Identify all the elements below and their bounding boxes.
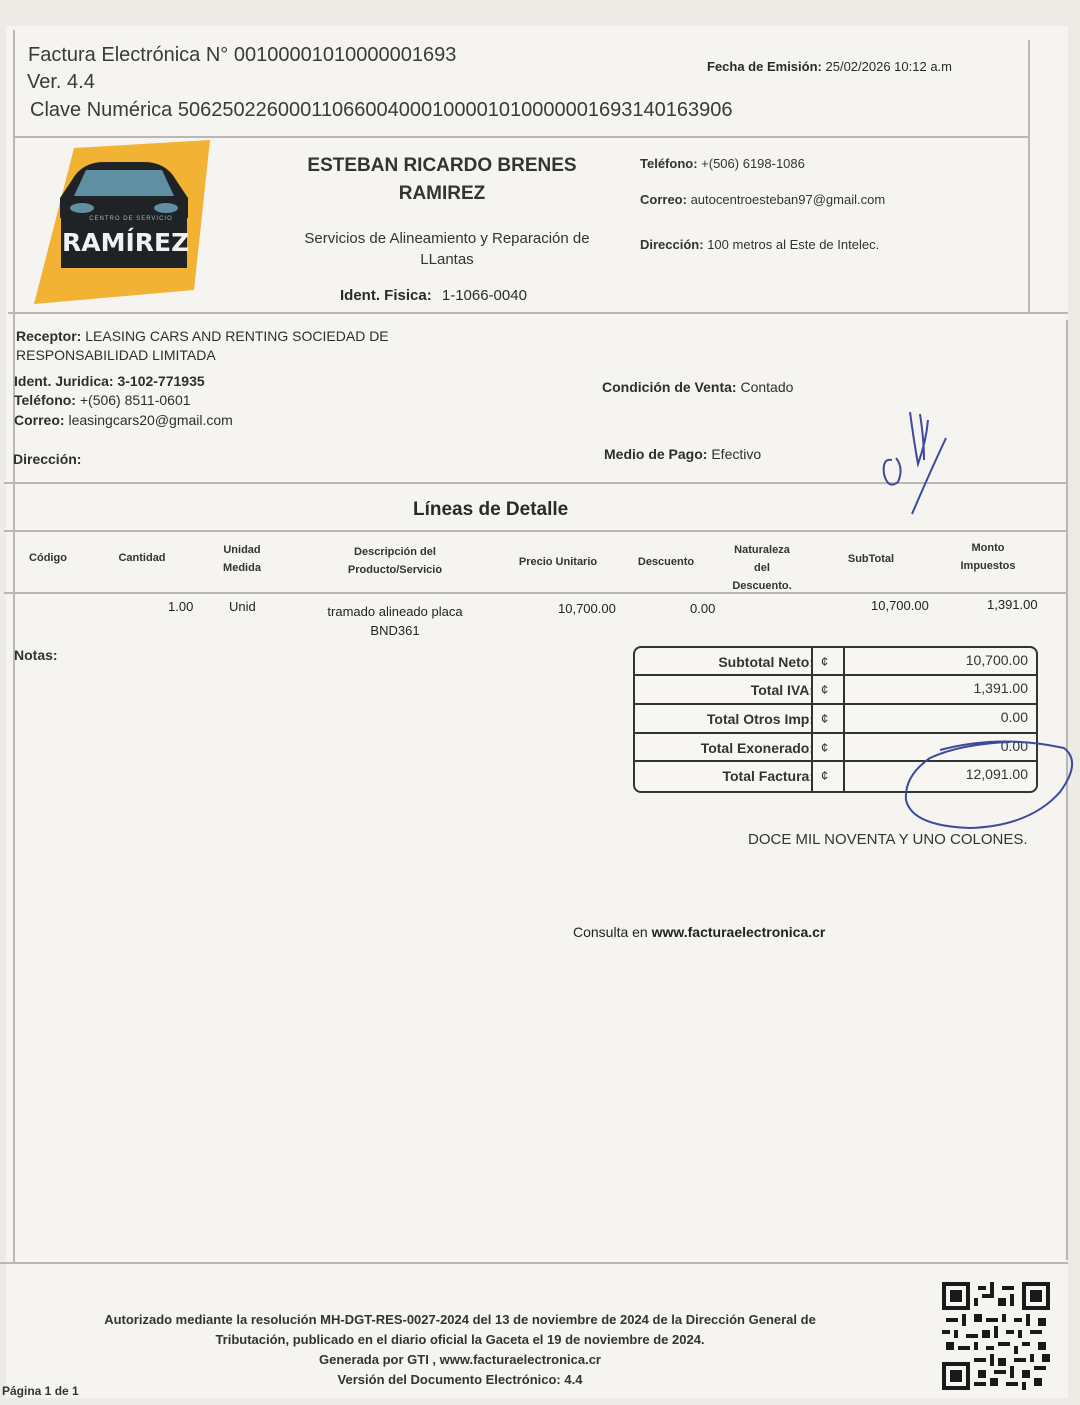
th-desc-line2: Producto/Servicio [347, 564, 443, 576]
th-unidad [210, 541, 274, 577]
total-row-otros [635, 705, 1036, 733]
th-cantidad: Cantidad [118, 552, 166, 564]
receptor-telefono-label: Teléfono: [14, 392, 76, 408]
th-desc-line1: Descripción del [354, 546, 436, 558]
th-monto-line1: Monto [971, 542, 1005, 554]
th-naturaleza [722, 541, 802, 595]
page-number: Página 1 de 1 [2, 1384, 79, 1398]
emisor-description [272, 228, 622, 270]
frame-left [13, 30, 15, 1262]
notas-label: Notas: [14, 647, 58, 663]
invoice-version: Ver. 4.4 [27, 71, 95, 93]
row-subtotal: 10,700.00 [871, 598, 929, 613]
currency-symbol: ¢ [821, 740, 829, 755]
row-descuento: 0.00 [690, 601, 716, 616]
emisor-direccion [640, 237, 879, 252]
emisor-desc-line1: Servicios de Alineamiento y Reparación de [304, 230, 590, 247]
receptor-label: Receptor: [16, 328, 82, 344]
th-nat-line3: Descuento. [732, 580, 792, 592]
th-unidad-line2: Medida [223, 562, 261, 574]
total-label: Subtotal Neto: [718, 654, 814, 670]
footer-top-line [0, 1262, 1068, 1264]
th-precio: Precio Unitario [518, 556, 598, 568]
emisor-correo-label: Correo: [640, 192, 687, 207]
footer-line3: Generada por GTI , www.facturaelectronica.cr [319, 1352, 601, 1367]
emisor-name-line2: RAMIREZ [398, 183, 486, 204]
th-monto-line2: Impuestos [960, 560, 1016, 572]
currency-symbol: ¢ [821, 768, 829, 783]
car-logo-icon [34, 140, 210, 304]
emisor-name [272, 152, 612, 208]
clave-numerica: Clave Numérica 50625022600011066004000100001010000001693140163906 [30, 99, 733, 121]
row-unidad: Unid [229, 599, 256, 614]
qr-code-icon [942, 1282, 1050, 1390]
th-nat-line1: Naturaleza [734, 544, 790, 556]
total-row-subtotal [635, 648, 1036, 676]
emisor-telefono-label: Teléfono: [640, 156, 698, 171]
receptor-direccion-label: Dirección: [13, 451, 82, 467]
receptor-correo-label: Correo: [14, 412, 65, 428]
medio-pago-label: Medio de Pago: [604, 446, 708, 462]
total-en-letras: DOCE MIL NOVENTA Y UNO COLONES. [748, 831, 1028, 848]
condicion-venta-value: Contado [740, 379, 794, 395]
total-label: Total Exonerado: [700, 740, 814, 756]
table-header-line [4, 592, 1068, 594]
receptor-name [16, 327, 389, 365]
condicion-venta [602, 378, 793, 397]
th-impuestos [948, 539, 1028, 575]
currency-symbol: ¢ [821, 654, 829, 669]
total-value: 1,391.00 [973, 680, 1028, 696]
handwritten-circle-icon [900, 736, 1078, 832]
total-value: 0.00 [1000, 738, 1028, 754]
logo-small-text: CENTRO DE SERVICIO [89, 216, 173, 222]
emisor-bottom-line [8, 312, 1068, 314]
handwritten-check-icon [870, 402, 960, 522]
th-nat-line2: del [754, 562, 770, 574]
company-logo [34, 140, 210, 304]
detalle-title: Líneas de Detalle [413, 499, 569, 520]
receptor-name-line1: LEASING CARS AND RENTING SOCIEDAD DE [85, 328, 389, 344]
currency-symbol: ¢ [821, 682, 829, 697]
emisor-direccion-value: 100 metros al Este de Intelec. [707, 237, 880, 252]
row-cantidad: 1.00 [168, 599, 194, 614]
footer-line2: Tributación, publicado en el diario oficial la Gaceta el 19 de noviembre de 2024. [215, 1332, 705, 1347]
emisor-ident-value: 1-1066-0040 [441, 287, 527, 304]
receptor-name-line2: RESPONSABILIDAD LIMITADA [16, 347, 216, 363]
total-value: 0.00 [1000, 709, 1028, 725]
consulta-text [573, 924, 825, 940]
fecha-emision-label: Fecha de Emisión: [707, 59, 822, 74]
total-value: 12,091.00 [965, 766, 1028, 782]
medio-pago-value: Efectivo [711, 446, 762, 462]
th-subtotal: SubTotal [847, 553, 895, 565]
currency-symbol: ¢ [821, 711, 829, 726]
total-row-iva [635, 676, 1036, 704]
consulta-prefix: Consulta en [573, 924, 648, 940]
th-codigo: Código [29, 552, 67, 564]
consulta-link[interactable]: www.facturaelectronica.cr [651, 924, 826, 940]
frame-right [1028, 40, 1030, 312]
receptor-ident: Ident. Juridica: 3-102-771935 [14, 373, 205, 389]
total-label: Total IVA: [750, 682, 814, 698]
th-descripcion [320, 543, 470, 579]
row-descripcion [310, 602, 480, 640]
condicion-venta-label: Condición de Venta: [602, 379, 737, 395]
emisor-name-line1: ESTEBAN RICARDO BRENES [307, 155, 577, 176]
fecha-emision [707, 59, 952, 74]
row-impuestos: 1,391.00 [987, 597, 1038, 612]
emisor-correo-value: autocentroesteban97@gmail.com [690, 192, 886, 207]
medio-pago [604, 445, 761, 464]
emisor-telefono-value: +(506) 6198-1086 [701, 156, 805, 171]
fecha-emision-value: 25/02/2026 10:12 a.m [825, 59, 952, 74]
emisor-ident [340, 287, 527, 304]
th-descuento: Descuento [637, 556, 695, 568]
footer-line1: Autorizado mediante la resolución MH-DGT-RES-0027-2024 del 13 de noviembre de 2024 de la Dirección General de [104, 1312, 816, 1327]
th-unidad-line1: Unidad [223, 544, 261, 556]
header-bottom-line [13, 136, 1029, 138]
total-label: Total Factura: [722, 768, 814, 784]
row-precio: 10,700.00 [558, 601, 616, 616]
receptor-telefono [14, 391, 191, 410]
total-value: 10,700.00 [965, 652, 1028, 668]
row-desc-line2: BND361 [370, 623, 420, 638]
receptor-correo [14, 411, 233, 430]
invoice-title: Factura Electrónica N° 00100001010000001693 [28, 44, 457, 66]
footer-line4: Versión del Documento Electrónico: 4.4 [337, 1372, 583, 1387]
emisor-correo [640, 192, 885, 207]
row-desc-line1: tramado alineado placa [327, 604, 463, 619]
logo-text: RAMÍREZ [62, 228, 190, 257]
total-label: Total Otros Imp: [706, 711, 814, 727]
footer-legal [40, 1310, 880, 1390]
emisor-direccion-label: Dirección: [640, 237, 704, 252]
receptor-correo-value: leasingcars20@gmail.com [68, 412, 233, 428]
emisor-desc-line2: LLantas [420, 251, 474, 268]
emisor-telefono [640, 156, 805, 171]
receptor-telefono-value: +(506) 8511-0601 [79, 392, 191, 408]
emisor-ident-label: Ident. Fisica: [340, 287, 432, 304]
detalle-title-line [4, 530, 1068, 532]
